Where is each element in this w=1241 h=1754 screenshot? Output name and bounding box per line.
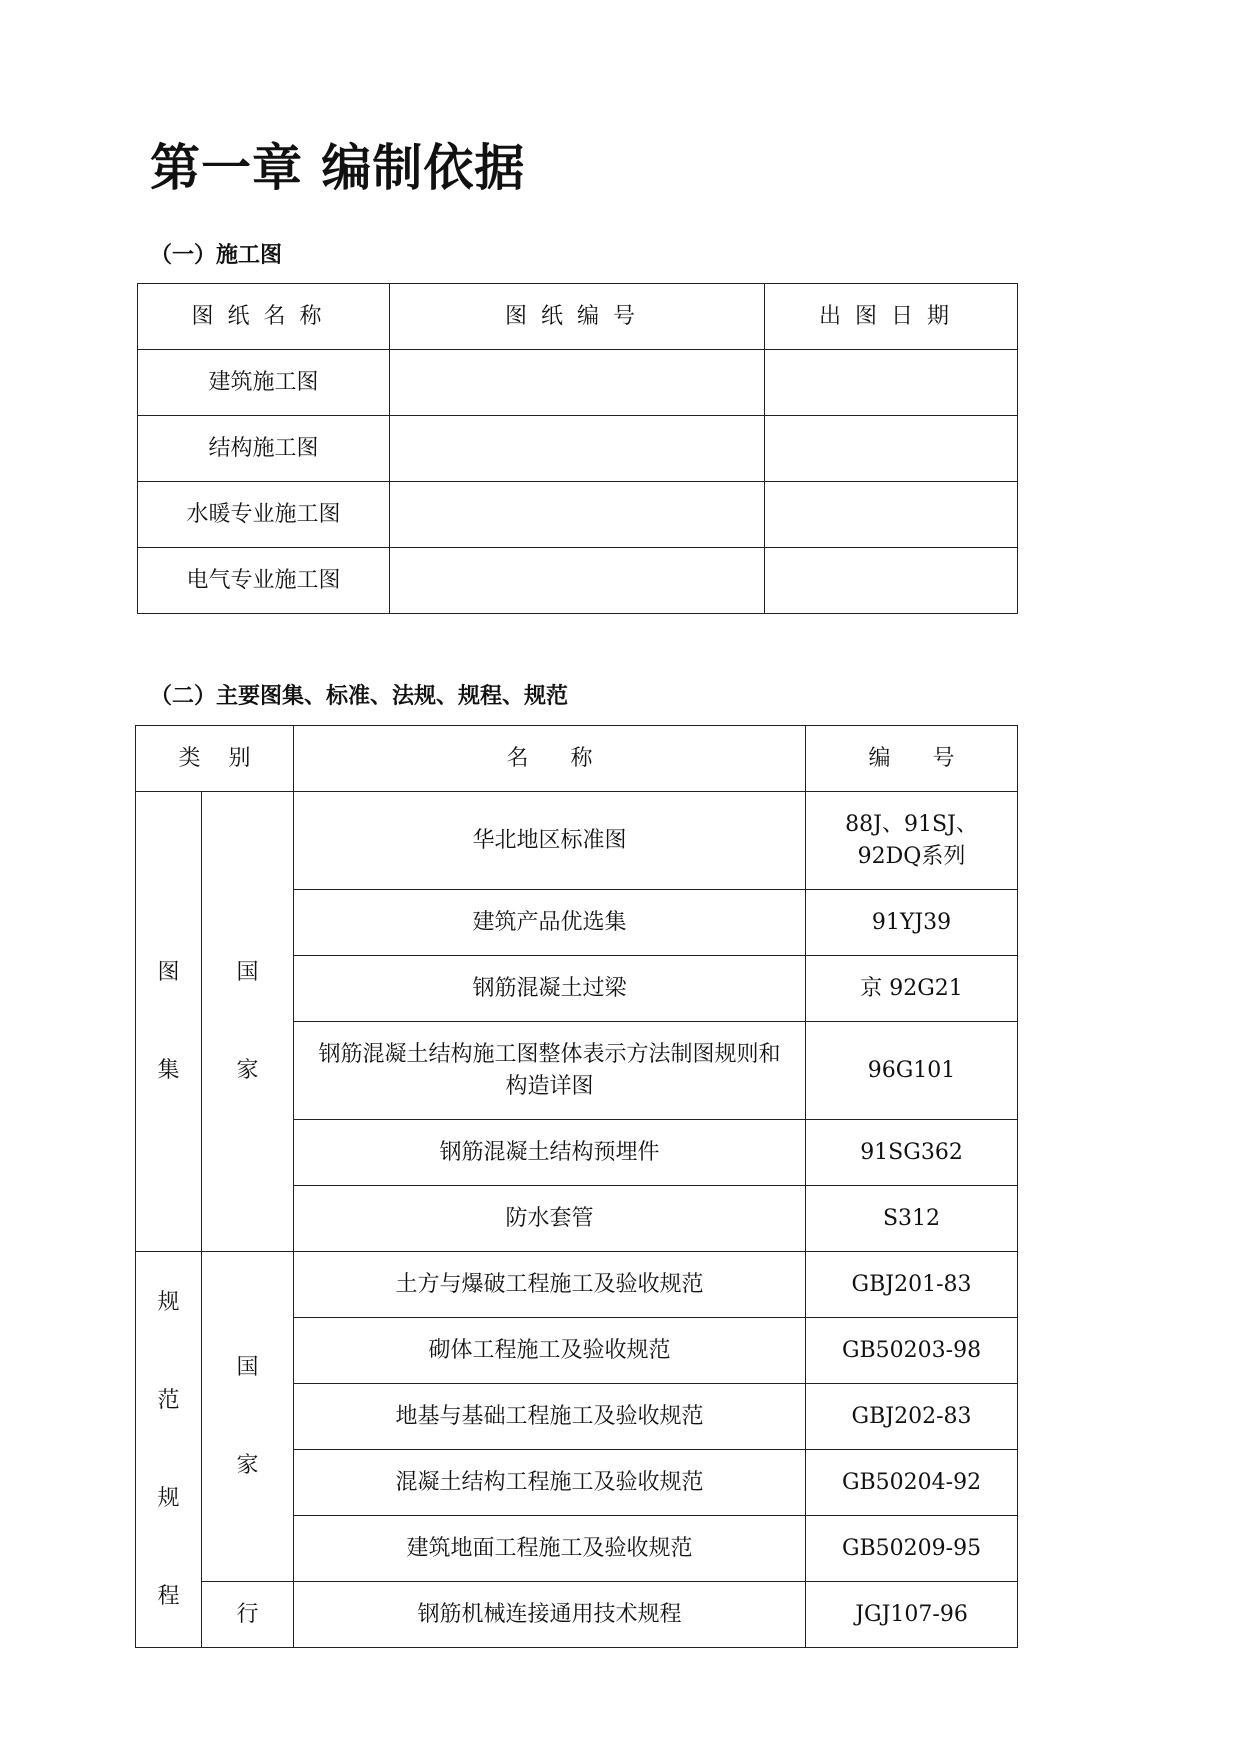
drawing-name-cell: 建筑施工图 [138,350,390,416]
standard-code-cell: 91YJ39 [806,890,1018,956]
category-char: 范 [157,1387,180,1413]
standard-code-cell: 京 92G21 [806,956,1018,1022]
standard-name-cell: 钢筋混凝土结构施工图整体表示方法制图规则和构造详图 [294,1022,806,1120]
standard-code-cell: JGJ107-96 [806,1582,1018,1648]
standard-code-cell: GBJ201-83 [806,1252,1018,1318]
header-drawing-number: 图纸编号 [390,284,765,350]
header-drawing-name: 图纸名称 [138,284,390,350]
category-char: 规 [157,1289,180,1315]
standard-code-cell: GB50209-95 [806,1516,1018,1582]
drawing-name-cell: 结构施工图 [138,416,390,482]
standard-name-cell: 混凝土结构工程施工及验收规范 [294,1450,806,1516]
category-cell-codes [136,1252,202,1648]
standard-code-cell: GBJ202-83 [806,1384,1018,1450]
standards-table [135,725,1018,1648]
standard-name-cell: 建筑产品优选集 [294,890,806,956]
drawing-name-cell: 电气专业施工图 [138,548,390,614]
standard-name-cell: 地基与基础工程施工及验收规范 [294,1384,806,1450]
level-char: 国 [236,959,259,985]
drawing-number-cell [390,548,765,614]
header-code: 编 号 [806,726,1018,792]
level-char: 家 [236,1057,259,1083]
level-cell-national [202,1252,294,1582]
standard-code-cell: 88J、91SJ、92DQ系列 [806,792,1018,890]
standard-name-cell: 钢筋混凝土过梁 [294,956,806,1022]
section1-heading: （一）施工图 [150,243,283,268]
level-cell-industry: 行 [202,1582,294,1648]
section2-heading: （二）主要图集、标准、法规、规程、规范 [150,684,569,709]
standard-name-cell: 土方与爆破工程施工及验收规范 [294,1252,806,1318]
header-issue-date: 出图日期 [765,284,1018,350]
standard-name-cell: 建筑地面工程施工及验收规范 [294,1516,806,1582]
issue-date-cell [765,416,1018,482]
category-char: 程 [157,1583,180,1609]
category-char: 图 [157,959,180,985]
standard-code-cell: 96G101 [806,1022,1018,1120]
standard-code-cell: 91SG362 [806,1120,1018,1186]
drawing-number-cell [390,416,765,482]
drawing-number-cell [390,482,765,548]
level-char: 国 [236,1354,259,1380]
standard-name-cell: 砌体工程施工及验收规范 [294,1318,806,1384]
header-category: 类 别 [136,726,294,792]
level-cell-national [202,792,294,1252]
category-char: 规 [157,1485,180,1511]
level-char: 家 [236,1452,259,1478]
category-char: 集 [157,1057,180,1083]
drawing-number-cell [390,350,765,416]
standard-code-cell: GB50203-98 [806,1318,1018,1384]
drawing-name-cell: 水暖专业施工图 [138,482,390,548]
drawings-table [137,283,1018,614]
issue-date-cell [765,350,1018,416]
standard-name-cell: 防水套管 [294,1186,806,1252]
standard-name-cell: 华北地区标准图 [294,792,806,890]
standard-name-cell: 钢筋混凝土结构预埋件 [294,1120,806,1186]
header-name: 名 称 [294,726,806,792]
issue-date-cell [765,482,1018,548]
issue-date-cell [765,548,1018,614]
standard-code-cell: S312 [806,1186,1018,1252]
category-cell-atlas [136,792,202,1252]
standard-name-cell: 钢筋机械连接通用技术规程 [294,1582,806,1648]
standard-code-cell: GB50204-92 [806,1450,1018,1516]
chapter-title: 第一章 编制依据 [150,139,526,197]
